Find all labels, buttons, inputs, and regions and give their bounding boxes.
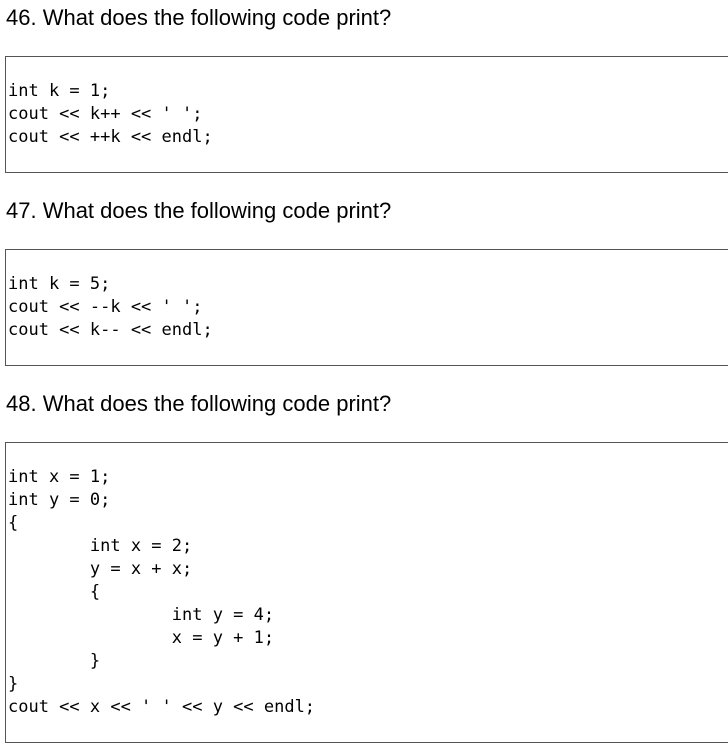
question-46-title: 46. What does the following code print? <box>6 5 392 30</box>
code-line: int k = 1; <box>8 81 111 101</box>
question-48-title: 48. What does the following code print? <box>6 391 392 416</box>
code-line: cout << k-- << endl; <box>8 320 213 340</box>
question-47-title: 47. What does the following code print? <box>6 198 392 223</box>
code-line: x = y + 1; <box>8 628 275 648</box>
code-line: } <box>8 674 19 694</box>
code-line: } <box>8 651 101 671</box>
code-line: cout << x << ' ' << y << endl; <box>8 697 316 717</box>
question-46-code-box <box>5 56 728 173</box>
code-line: cout << ++k << endl; <box>8 127 213 147</box>
code-line: int y = 0; <box>8 490 111 510</box>
code-line: int y = 4; <box>8 605 275 625</box>
code-line: cout << k++ << ' '; <box>8 104 203 124</box>
code-line: int x = 1; <box>8 467 111 487</box>
code-line: int x = 2; <box>8 536 193 556</box>
code-line: y = x + x; <box>8 559 193 579</box>
code-line: { <box>8 582 101 602</box>
question-48-code-box <box>5 442 728 743</box>
question-47-code-box <box>5 249 728 366</box>
code-line: cout << --k << ' '; <box>8 297 203 317</box>
code-line: int k = 5; <box>8 274 111 294</box>
code-line: { <box>8 513 19 533</box>
